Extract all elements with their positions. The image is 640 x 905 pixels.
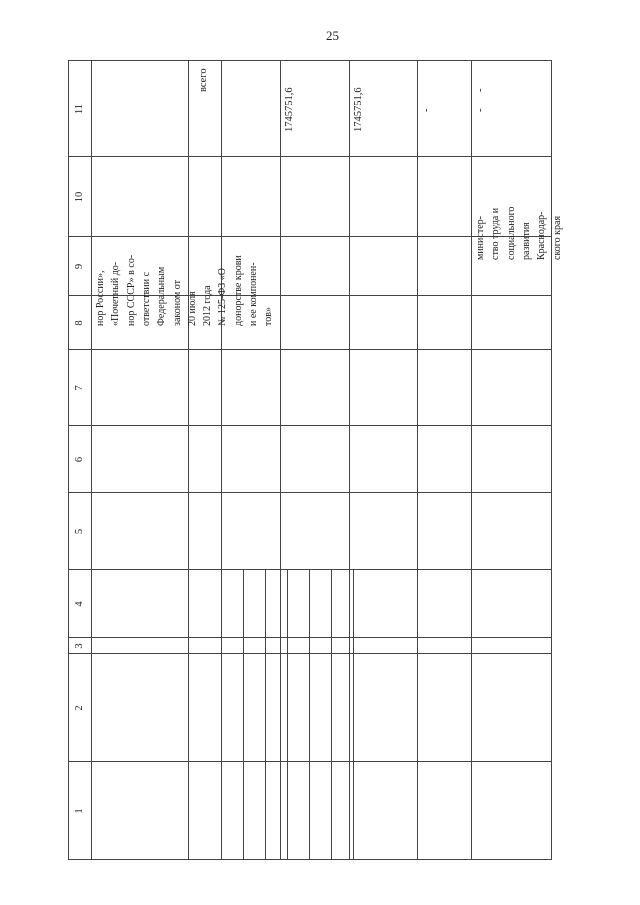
- continued-executor-line: ство труда и: [490, 207, 502, 260]
- column-header-6: 6: [74, 456, 85, 463]
- table-grid: [68, 60, 552, 860]
- column-header-7: 7: [74, 385, 85, 391]
- continued-executor-line: ского края: [551, 215, 563, 260]
- continued-name-line: нор России»,: [95, 270, 106, 326]
- continued-col9: -: [475, 88, 486, 92]
- continued-executor-line: социального: [505, 206, 517, 260]
- continued-col7: -: [421, 108, 432, 112]
- continued-col5: 1745751,6: [284, 87, 295, 132]
- column-header-9: 9: [74, 263, 85, 270]
- rotated-table: [68, 60, 563, 860]
- continued-name-line: «Почетный до-: [110, 261, 122, 326]
- continued-name-line: ответствии с: [140, 271, 152, 326]
- continued-period: всего: [198, 68, 209, 92]
- continued-name-line: № 125-ФЗ «О: [217, 267, 229, 326]
- page-number: 25: [326, 28, 339, 43]
- continued-name-line: законом от: [171, 280, 183, 326]
- continued-col6: 1745751,6: [353, 87, 364, 132]
- continued-executor-line: развития: [520, 222, 532, 260]
- continued-name-line: и ее компонен-: [248, 262, 259, 326]
- column-header-4: 4: [74, 601, 85, 607]
- continued-col8: -: [475, 108, 486, 112]
- column-header-11: 11: [74, 103, 85, 115]
- column-header-10: 10: [74, 191, 85, 203]
- continued-name-line: Федеральным: [156, 266, 168, 326]
- column-header-5: 5: [74, 528, 85, 535]
- column-header-8: 8: [74, 320, 85, 326]
- continued-name-line: 2012 года: [202, 285, 214, 326]
- continued-name-line: 20 июля: [186, 291, 198, 326]
- continued-name-line: донорстве крови: [232, 255, 244, 326]
- column-header-3: 3: [74, 643, 85, 649]
- continued-name-line: тов»: [263, 307, 275, 326]
- continued-executor-line: министер-: [475, 216, 486, 260]
- continued-executor-line: Краснодар-: [536, 211, 548, 260]
- column-header-1: 1: [74, 808, 85, 814]
- column-header-2: 2: [74, 705, 85, 711]
- continued-name-line: нор СССР» в со-: [125, 254, 137, 326]
